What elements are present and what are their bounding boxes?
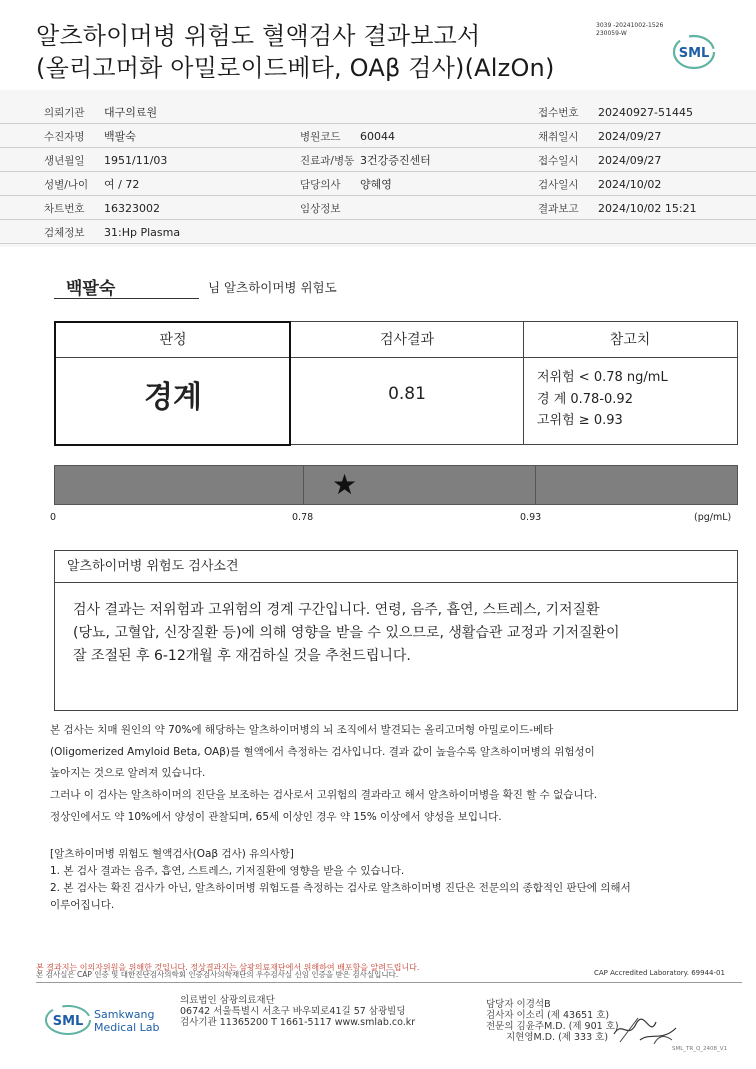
info-row — [0, 100, 756, 124]
receipt-no-label: 접수번호 — [538, 107, 579, 119]
scale-unit: (pg/mL) — [694, 512, 732, 523]
org-contact: 검사기관 11365200 T 1661-5117 www.smlab.co.kr — [180, 1017, 416, 1028]
distribution-notice: 본 결과지는 이의자위원을 위해한 것입니다. 정상결과지는 삼광의료재단에서 위해하여 배포함을 알려드립니다. — [36, 963, 420, 972]
staff-line: 검사자 이소리 (제 43651 호) — [486, 1010, 610, 1021]
doctor-value: 양혜영 — [360, 178, 392, 191]
examinee-label: 수진자명 — [44, 131, 85, 143]
org-name: 의료법인 삼광의료재단 — [180, 995, 275, 1006]
department-value: 3건강증진센터 — [360, 154, 431, 167]
revision-code: SML_TR_Q_2408_V1 — [672, 1046, 728, 1052]
scale-tick-low — [303, 466, 304, 504]
description-line: 높아지는 것으로 알려져 있습니다. — [50, 767, 206, 779]
findings-box — [54, 550, 738, 711]
description-line: (Oligomerized Amyloid Beta, OAβ)를 혈액에서 측정하는 검사입니다. 결과 값이 높을수록 알츠하이머병의 위험성이 — [50, 746, 595, 758]
svg-text:SML: SML — [52, 1014, 84, 1029]
specimen-label: 검체정보 — [44, 227, 85, 239]
result-header: 검사결과 — [291, 322, 523, 358]
description-line: 정상인에서도 약 10%에서 양성이 관찰되며, 65세 이상인 경우 약 15% 이상에서 양성을 보입니다. — [50, 811, 502, 823]
department-label: 진료과/병동 — [300, 155, 355, 167]
reference-high: 고위험 ≥ 0.93 — [537, 413, 623, 428]
findings-line: 검사 결과는 저위험과 고위험의 경계 구간입니다. 연령, 음주, 흡연, 스트레스, 기저질환 — [73, 602, 600, 618]
clinical-label: 임상정보 — [300, 203, 341, 215]
doctor-label: 담당의사 — [300, 179, 341, 191]
patient-heading-suffix: 님 알츠하이머병 위험도 — [208, 280, 337, 295]
receipt-date-label: 접수일시 — [538, 155, 579, 167]
reference-borderline: 경 계 0.78-0.92 — [537, 392, 633, 407]
sex-age-value: 여 / 72 — [104, 178, 140, 191]
hospital-code-label: 병원코드 — [300, 131, 341, 143]
info-row — [0, 124, 756, 148]
birth-label: 생년월일 — [44, 155, 85, 167]
sampling-date-label: 채취일시 — [538, 131, 579, 143]
title-line-2: (올리고머화 아밀로이드베타, OAβ 검사)(AlzOn) — [36, 54, 555, 82]
findings-line: 잘 조절된 후 6-12개월 후 재검하실 것을 추천드립니다. — [73, 648, 411, 664]
note-item: 2. 본 검사는 확진 검사가 아닌, 알츠하이머병 위험도를 측정하는 검사로 알츠하이머병 진단은 전문의의 종합적인 판단에 의해서 — [50, 882, 631, 894]
doc-code-line-2: 230059-W — [596, 30, 627, 37]
scale-tick-high — [535, 466, 536, 504]
signature-icon — [610, 1010, 680, 1046]
staff-line: 전문의 김윤주M.D. (제 901 호) — [486, 1021, 619, 1032]
scale-label-min: 0 — [50, 512, 57, 523]
sml-logo-icon — [672, 34, 716, 70]
reference-header: 참고치 — [523, 322, 737, 358]
staff-line: 지현영M.D. (제 333 호) — [506, 1032, 609, 1043]
risk-scale-bar — [54, 465, 738, 505]
patient-info-panel — [0, 90, 756, 247]
patient-name: 백팔숙 — [66, 279, 116, 299]
report-date-value: 2024/10/02 15:21 — [598, 202, 697, 215]
notes-title: [알츠하이머병 위험도 혈액검사(Oaβ 검사) 유의사항] — [50, 848, 294, 860]
verdict-value: 경계 — [144, 380, 202, 415]
institution-label: 의뢰기관 — [44, 107, 85, 119]
sampling-date-value: 2024/09/27 — [598, 130, 662, 143]
info-row — [0, 196, 756, 220]
findings-title: 알츠하이머병 위험도 검사소견 — [55, 551, 737, 583]
star-icon: ★ — [332, 468, 358, 501]
hospital-code-value: 60044 — [360, 130, 395, 143]
findings-body — [73, 599, 729, 668]
description-line: 그러나 이 검사는 알츠하이머의 진단을 보조하는 검사로서 고위험의 결과라고 해서 알츠하이머병을 확진 할 수 없습니다. — [50, 789, 598, 801]
chart-no-value: 16323002 — [104, 202, 160, 215]
samkwang-logo-icon — [44, 1004, 92, 1036]
staff-line: 담당자 이경석B — [486, 999, 551, 1010]
note-item: 이루어집니다. — [50, 899, 115, 911]
birth-value: 1951/11/03 — [104, 154, 168, 167]
note-item: 1. 본 검사 결과는 음주, 흡연, 스트레스, 기저질환에 영향을 받을 수 있습니다. — [50, 865, 405, 877]
result-table — [54, 321, 738, 445]
org-address: 06742 서울특별시 서초구 바우뫼로41길 57 삼광빌딩 — [180, 1006, 406, 1017]
examinee-value: 백팔숙 — [104, 130, 136, 143]
info-row — [0, 220, 756, 244]
description-line: 본 검사는 치매 원인의 약 70%에 해당하는 알츠하이머병의 뇌 조직에서 발견되는 올리고머형 아밀로이드-베타 — [50, 724, 554, 736]
test-date-label: 검사일시 — [538, 179, 579, 191]
footer-divider — [36, 982, 742, 983]
test-date-value: 2024/10/02 — [598, 178, 662, 191]
cap-accreditation: CAP Accredited Laboratory. 69944-01 — [594, 969, 725, 977]
report-title — [36, 20, 555, 84]
accreditation-notice: 본 검사실은 CAP 인증 및 대한진단검사의학회 인증검사의학재단의 우수검사실 신임 인증을 받은 검사실입니다. — [36, 970, 399, 979]
svg-text:SML: SML — [678, 46, 710, 61]
scale-label-low: 0.78 — [292, 512, 314, 523]
scale-label-high: 0.93 — [520, 512, 542, 523]
sex-age-label: 성별/나이 — [44, 179, 89, 191]
footer-logo-line-1: Samkwang — [94, 1008, 155, 1021]
findings-line: (당뇨, 고혈압, 신장질환 등)에 의해 영향을 받을 수 있으므로, 생활습관 교정과 기저질환이 — [73, 625, 620, 641]
info-row — [0, 172, 756, 196]
institution-value: 대구의료원 — [104, 106, 158, 119]
footer-logo-line-2: Medical Lab — [94, 1021, 160, 1034]
specimen-value: 31:Hp Plasma — [104, 226, 181, 239]
info-row — [0, 148, 756, 172]
receipt-no-value: 20240927-51445 — [598, 106, 693, 119]
result-value: 0.81 — [388, 384, 426, 404]
receipt-date-value: 2024/09/27 — [598, 154, 662, 167]
report-date-label: 결과보고 — [538, 203, 579, 215]
verdict-header: 판정 — [55, 322, 291, 358]
title-line-1: 알츠하이머병 위험도 혈액검사 결과보고서 — [36, 22, 481, 50]
doc-code-line-1: 3039 -20241002-1526 — [596, 22, 664, 29]
chart-no-label: 차트번호 — [44, 203, 85, 215]
reference-low: 저위험 < 0.78 ng/mL — [537, 370, 668, 385]
column-divider — [523, 322, 524, 444]
document-code — [596, 22, 663, 38]
